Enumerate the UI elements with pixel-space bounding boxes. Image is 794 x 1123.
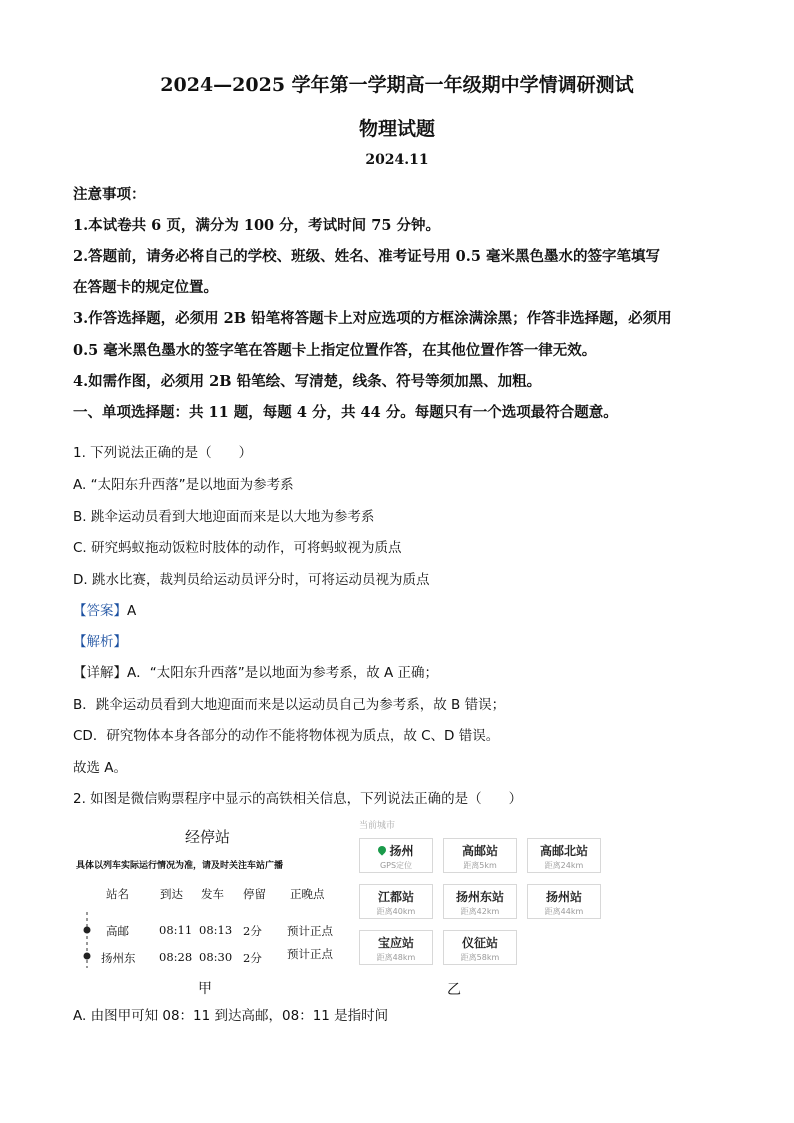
q1-option-b: B. 跳伞运动员看到大地迎面而来是以大地为参考系	[73, 509, 375, 525]
row2-arrive: 08:28	[159, 950, 193, 964]
detail-text-1: A．“太阳东升西落”是以地面为参考系，故 A 正确；	[127, 665, 439, 681]
city-sub: 距离40km	[376, 907, 416, 916]
q1-answer	[73, 599, 136, 619]
location-pin-icon	[377, 844, 388, 855]
q1-option-c: C. 研究蚂蚁拖动饭粒时肢体的动作，可将蚂蚁视为质点	[73, 540, 402, 556]
city-sub: 距离24km	[544, 861, 584, 870]
city-card-gaoyou-north[interactable]	[527, 838, 601, 873]
row2-depart: 08:30	[199, 950, 233, 964]
city-card-jiangdu[interactable]	[359, 884, 433, 919]
figure-jia-caption: 甲	[198, 981, 212, 997]
row1-depart: 08:13	[199, 923, 233, 937]
city-name: 扬州东站	[455, 890, 504, 904]
row1-station: 高邮	[106, 924, 129, 938]
city-sub: GPS定位	[379, 861, 413, 870]
city-card-yangzhou-east[interactable]	[443, 884, 517, 919]
city-card-gaoyou[interactable]	[443, 838, 517, 873]
city-sub: 距离48km	[376, 953, 416, 962]
row2-ontime: 预计正点	[287, 947, 333, 961]
city-sub: 距离5km	[463, 861, 497, 870]
q1-detail-line-1	[73, 661, 438, 681]
answer-value: A	[127, 603, 137, 619]
section-heading: 一、单项选择题：共 11 题，每题 4 分，共 44 分。每题只有一个选项最符合题意。	[73, 404, 618, 421]
city-name: 仪征站	[461, 936, 498, 950]
city-sub: 距离58km	[460, 953, 500, 962]
q1-detail-line-4: 故选 A。	[73, 760, 128, 776]
figure-yi-caption: 乙	[447, 982, 461, 998]
notice-item-2-cont: 在答题卡的规定位置。	[73, 279, 218, 296]
city-card-yangzhou-station[interactable]	[527, 884, 601, 919]
q1-option-d: D. 跳水比赛，裁判员给运动员评分时，可将运动员视为质点	[73, 572, 430, 588]
notice-item-4: 4.如需作图，必须用 2B 铅笔绘、写清楚，线条、符号等须加黑、加粗。	[73, 373, 542, 390]
city-card-yizheng[interactable]	[443, 930, 517, 965]
figure-yi	[357, 816, 607, 996]
notice-item-3-cont: 0.5 毫米黑色墨水的签字笔在答题卡上指定位置作答，在其他位置作答一律无效。	[73, 342, 597, 359]
header-stop: 停留	[243, 887, 266, 901]
route-line-icon	[81, 910, 93, 970]
city-card-yangzhou[interactable]	[359, 838, 433, 873]
header-station: 站名	[106, 887, 129, 901]
row2-stop: 2分	[243, 951, 262, 965]
notice-item-3: 3.作答选择题，必须用 2B 铅笔将答题卡上对应选项的方框涂满涂黑；作答非选择题，必须用	[73, 310, 672, 327]
detail-tag: 【详解】	[73, 665, 127, 681]
subject-title: 物理试题	[358, 118, 435, 140]
notice-item-2: 2.答题前，请务必将自己的学校、班级、姓名、准考证号用 0.5 毫米黑色墨水的签字笔填写	[73, 248, 660, 265]
city-name: 江都站	[377, 890, 414, 904]
header-depart: 发车	[201, 887, 224, 901]
notice-heading: 注意事项：	[73, 186, 146, 203]
figure-jia-subtitle: 具体以列车实际运行情况为准，请及时关注车站广播	[76, 861, 284, 871]
row1-stop: 2分	[243, 924, 262, 938]
city-name: 高邮站	[461, 844, 498, 858]
city-name: 扬州	[389, 844, 414, 858]
q2-option-a: A. 由图甲可知 08：11 到达高邮，08：11 是指时间	[73, 1008, 389, 1024]
current-city-label: 当前城市	[359, 821, 396, 831]
exam-date: 2024.11	[365, 152, 429, 168]
row2-station: 扬州东	[101, 951, 136, 965]
header-ontime: 正晚点	[290, 887, 325, 901]
city-sub: 距离42km	[460, 907, 500, 916]
header-arrive: 到达	[160, 887, 183, 901]
figure-jia-title: 经停站	[185, 828, 231, 846]
q1-detail-line-2: B．跳伞运动员看到大地迎面而来是以运动员自己为参考系，故 B 错误；	[73, 697, 506, 713]
city-name: 宝应站	[377, 936, 414, 950]
exam-title: 2024—2025 学年第一学期高一年级期中学情调研测试	[160, 74, 634, 96]
notice-item-1: 1.本试卷共 6 页，满分为 100 分，考试时间 75 分钟。	[73, 217, 440, 234]
city-name: 扬州站	[545, 890, 582, 904]
answer-tag: 【答案】	[73, 603, 127, 619]
q1-option-a: A. “太阳东升西落”是以地面为参考系	[73, 477, 294, 493]
row1-ontime: 预计正点	[287, 924, 333, 938]
q2-stem: 2. 如图是微信购票程序中显示的高铁相关信息，下列说法正确的是（ ）	[73, 791, 523, 807]
q1-analysis-tag	[73, 630, 127, 650]
analysis-tag: 【解析】	[73, 634, 127, 650]
city-name: 高邮北站	[539, 844, 588, 858]
city-sub: 距离44km	[544, 907, 584, 916]
figure-jia	[73, 818, 353, 997]
row1-arrive: 08:11	[159, 923, 193, 937]
q1-stem: 1. 下列说法正确的是（ ）	[73, 445, 253, 461]
q1-detail-line-3: CD．研究物体本身各部分的动作不能将物体视为质点，故 C、D 错误。	[73, 728, 500, 744]
city-card-baoying[interactable]	[359, 930, 433, 965]
